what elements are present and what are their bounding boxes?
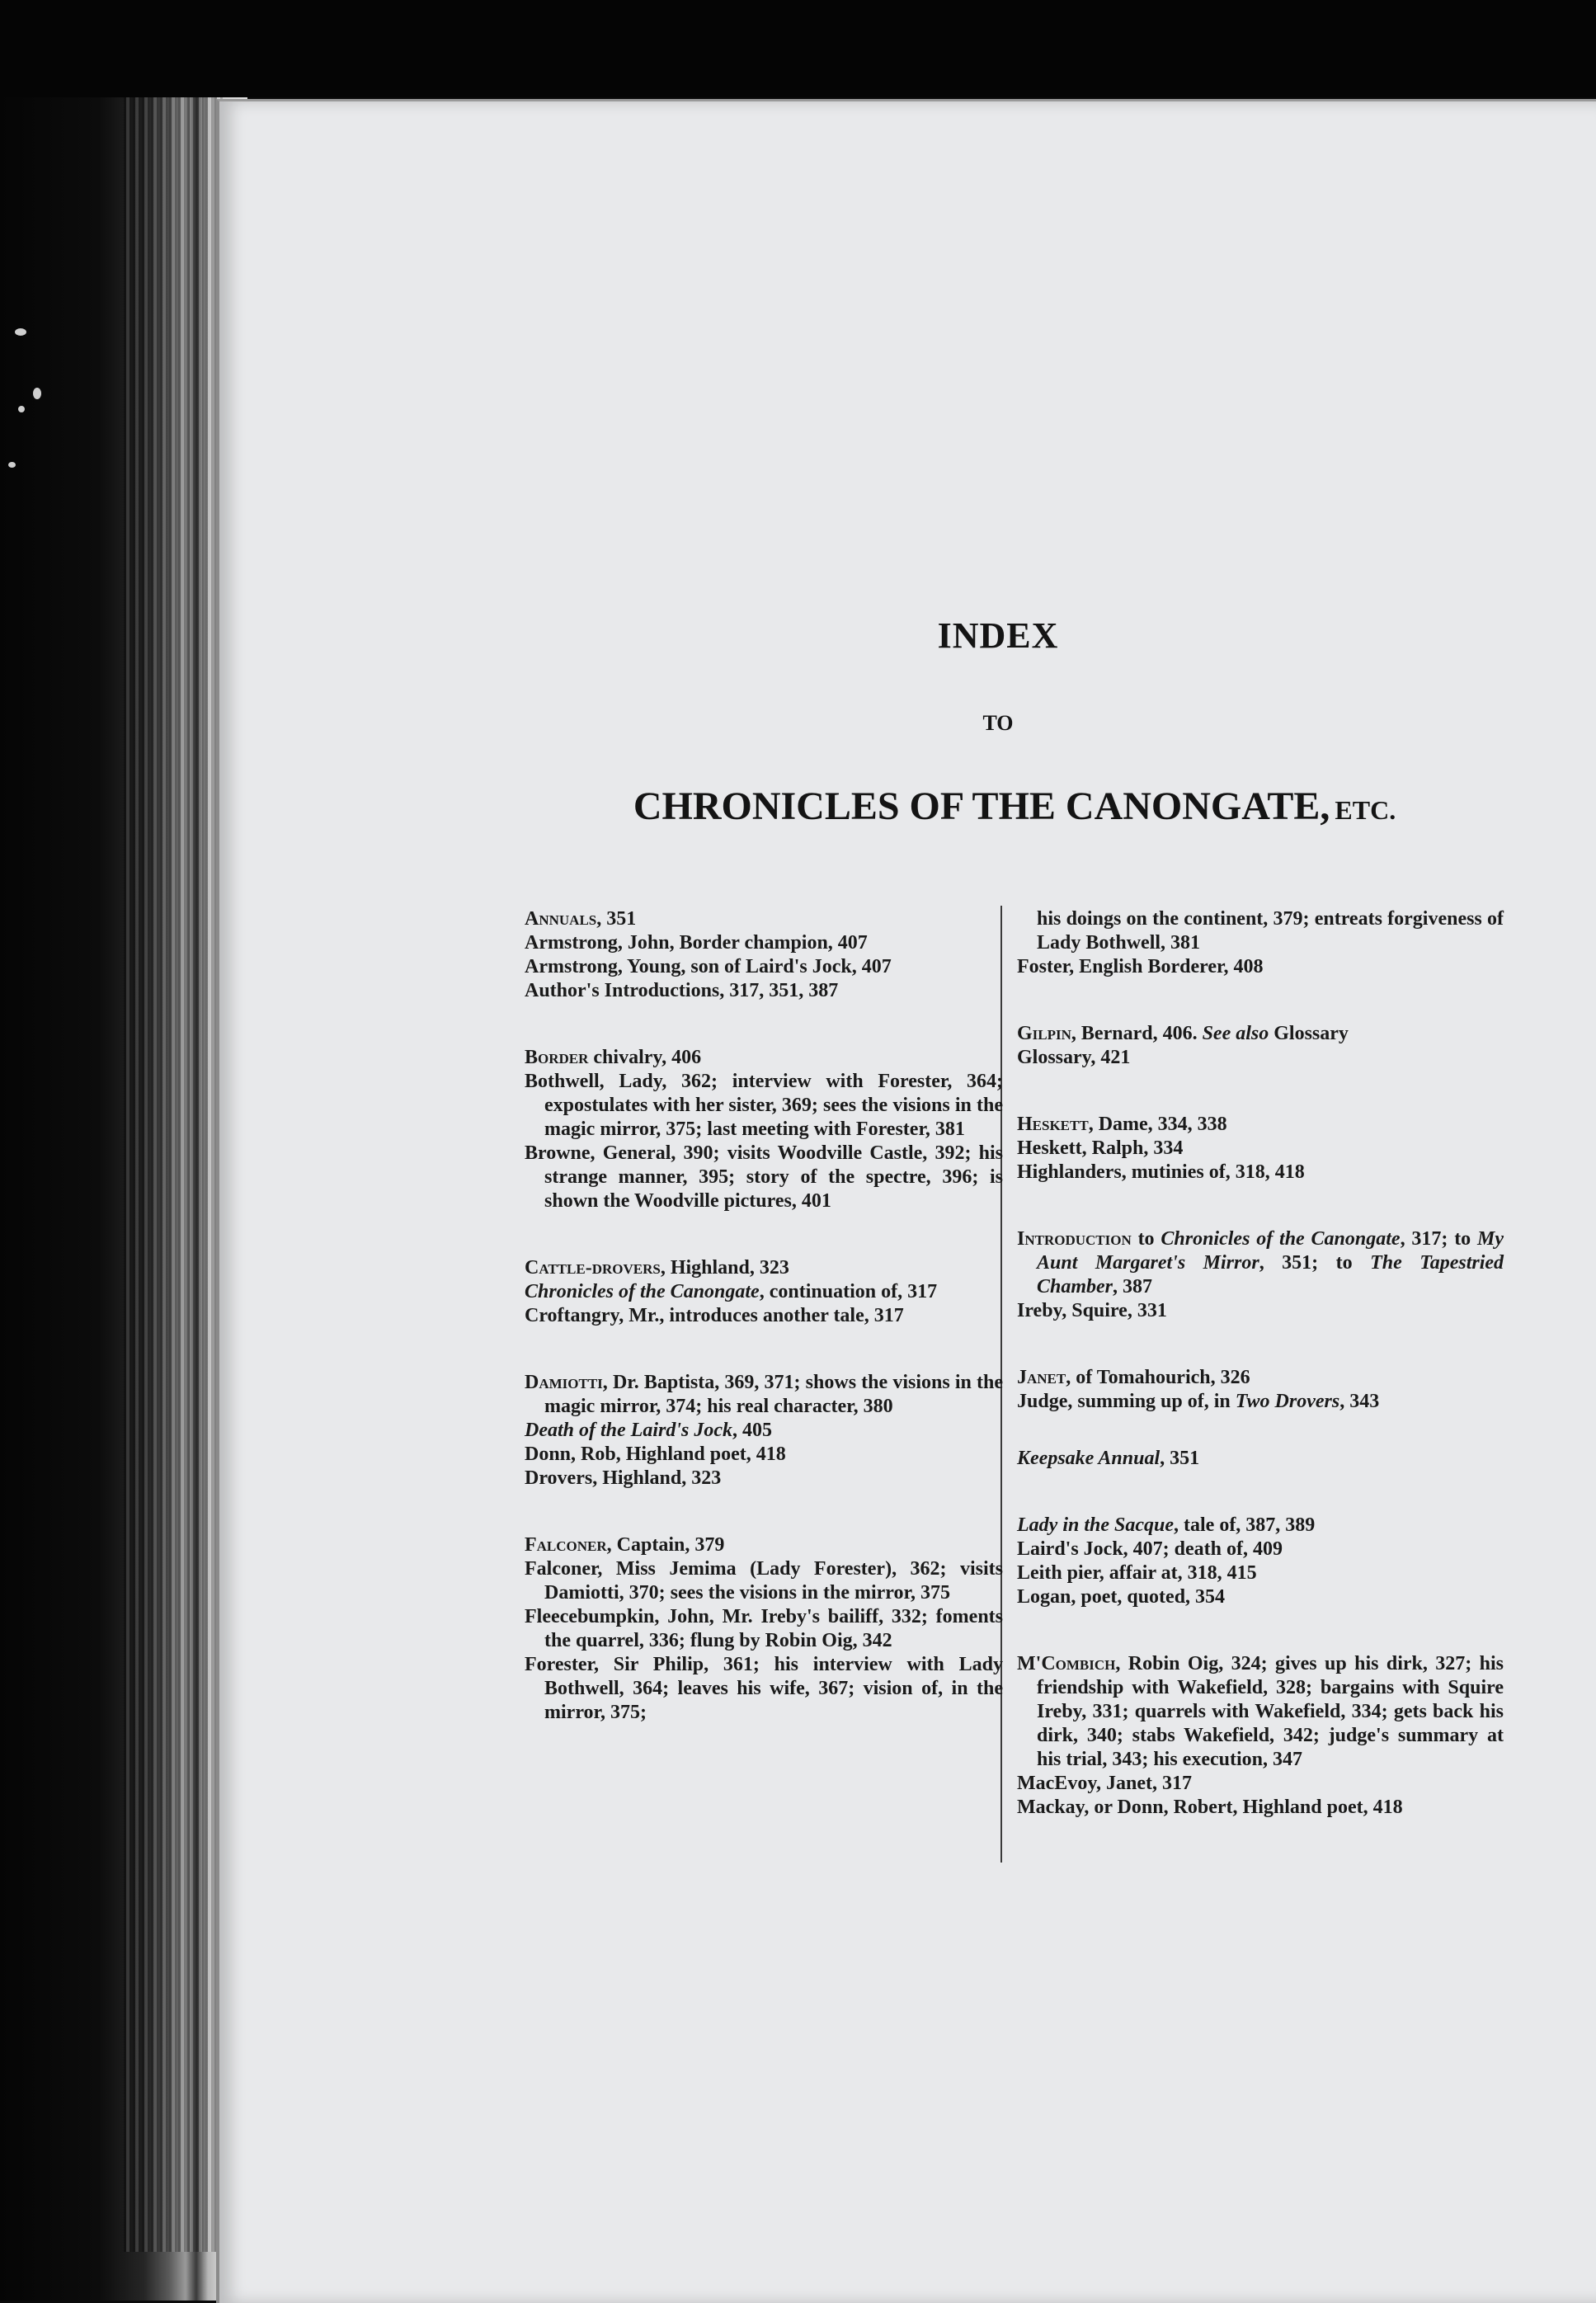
entry-text: , 351; to	[1259, 1252, 1371, 1274]
section-gap	[1017, 1609, 1504, 1652]
entry-heading: Annuals	[525, 908, 597, 930]
entry-text: , continuation of, 317	[759, 1281, 938, 1302]
section-gap	[1017, 1070, 1504, 1113]
index-entry: Leith pier, affair at, 318, 415	[1017, 1562, 1257, 1584]
index-entry: Forester, Sir Philip, 361; his interview with Lady Bothwell, 364; leaves his wife, 367; vision of, in the mirror, 375;	[525, 1654, 1003, 1723]
scan-speck	[8, 462, 16, 468]
entry-text: , tale of, 387, 389	[1174, 1514, 1316, 1536]
entry-see-target: Glossary	[1274, 1023, 1349, 1044]
index-entry: Logan, poet, quoted, 354	[1017, 1586, 1226, 1608]
index-entry: Glossary, 421	[1017, 1047, 1131, 1068]
subtitle-etc: ETC.	[1335, 795, 1396, 825]
entry-heading: Gilpin	[1017, 1023, 1071, 1044]
section-gap	[1017, 1471, 1504, 1514]
index-entry: Laird's Jock, 407; death of, 409	[1017, 1538, 1283, 1560]
index-entry	[525, 1280, 1003, 1304]
entry-text: , 405	[732, 1420, 772, 1441]
section-gap	[1017, 1184, 1504, 1227]
entry-text: , Highland, 323	[660, 1257, 789, 1279]
entry-text: Judge, summing up of, in	[1017, 1391, 1236, 1412]
scan-speck	[15, 328, 26, 336]
scan-speck	[18, 406, 25, 412]
entry-text: to	[1131, 1228, 1161, 1250]
index-entry: Falconer, Miss Jemima (Lady Forester), 362; visits Damiotti, 370; sees the visions in the mirror, 375	[525, 1558, 1003, 1604]
index-entry	[525, 1533, 1003, 1557]
entry-italic-title: Chronicles of the Canongate	[525, 1281, 760, 1302]
page-title: INDEX	[937, 615, 1059, 656]
index-entry	[1017, 1227, 1504, 1299]
entry-text: , 387	[1113, 1276, 1153, 1297]
entry-heading: Heskett	[1017, 1114, 1089, 1135]
index-entry: Heskett, Ralph, 334	[1017, 1137, 1184, 1159]
entry-heading: Border	[525, 1047, 589, 1068]
spine-texture	[124, 74, 223, 2252]
entry-text: , 343	[1339, 1391, 1380, 1412]
index-entry	[1017, 1447, 1504, 1471]
entry-italic-title: Lady in the Sacque	[1017, 1514, 1174, 1536]
entry-italic-title: The Tapestried Chamber	[1037, 1252, 1504, 1297]
index-entry	[525, 1371, 1003, 1419]
index-entry: Croftangry, Mr., introduces another tale, 317	[525, 1305, 904, 1326]
scan-speck	[33, 388, 41, 399]
scan-top-border	[0, 0, 1596, 97]
entry-heading: Falconer	[525, 1534, 607, 1556]
index-entry: Highlanders, mutinies of, 318, 418	[1017, 1161, 1305, 1183]
entry-italic-title: Death of the Laird's Jock	[525, 1420, 732, 1441]
index-entry: Ireby, Squire, 331	[1017, 1300, 1167, 1321]
section-gap	[525, 1328, 1003, 1371]
subtitle-main: CHRONICLES OF THE CANONGATE,	[633, 784, 1330, 828]
entry-text: , 351	[596, 908, 637, 930]
section-gap	[1017, 979, 1504, 1022]
entry-text: , Captain, 379	[606, 1534, 725, 1556]
index-entry: Browne, General, 390; visits Woodville Castle, 392; his strange manner, 395; story of the spectre, 396; is shown the Woodville pictures, 401	[525, 1142, 1003, 1212]
entry-italic-title: Keepsake Annual	[1017, 1448, 1161, 1469]
index-entry	[1017, 1366, 1504, 1390]
entry-text: , Dame, 334, 338	[1088, 1114, 1227, 1135]
index-entry: Armstrong, John, Border champion, 407	[525, 932, 868, 954]
index-entry	[1017, 1113, 1504, 1137]
index-entry: Foster, English Borderer, 408	[1017, 956, 1264, 977]
page-title-connector: TO	[982, 711, 1014, 735]
section-gap	[525, 1491, 1003, 1533]
page-subtitle	[577, 784, 1452, 829]
entry-text: , Bernard, 406.	[1071, 1023, 1198, 1044]
index-entry	[1017, 1514, 1504, 1538]
index-entry: Armstrong, Young, son of Laird's Jock, 407	[525, 956, 892, 977]
entry-text: chivalry, 406	[588, 1047, 702, 1068]
index-left-column	[525, 907, 1003, 1725]
index-entry	[525, 907, 1003, 931]
index-entry: MacEvoy, Janet, 317	[1017, 1773, 1192, 1794]
index-entry	[1017, 1390, 1504, 1414]
entry-text: , 351	[1160, 1448, 1200, 1469]
entry-heading: Damiotti	[525, 1372, 603, 1393]
entry-see-also: See also	[1202, 1023, 1269, 1044]
index-entry: Mackay, or Donn, Robert, Highland poet, 418	[1017, 1797, 1403, 1818]
section-gap	[525, 1003, 1003, 1046]
entry-text: , 317; to	[1400, 1228, 1478, 1250]
entry-italic-title: Chronicles of the Canongate	[1161, 1228, 1401, 1250]
entry-text: , of Tomahourich, 326	[1066, 1367, 1250, 1388]
entry-text: , Dr. Baptista, 369, 371; shows the visions in the magic mirror, 374; his real character, 380	[544, 1372, 1003, 1417]
entry-heading: Introduction	[1017, 1228, 1132, 1250]
entry-heading: Janet	[1017, 1367, 1066, 1388]
section-gap	[1017, 1323, 1504, 1366]
index-right-column	[1017, 907, 1504, 1820]
index-entry: Author's Introductions, 317, 351, 387	[525, 980, 839, 1001]
index-entry	[525, 1419, 1003, 1443]
index-entry: Fleecebumpkin, John, Mr. Ireby's bailiff, 332; foments the quarrel, 336; flung by Robin Oig, 342	[525, 1606, 1003, 1651]
entry-text: , Robin Oig, 324; gives up his dirk, 327; his friendship with Wakefield, 328; bargains with Squire Ireby, 331; quarrels with Wakefield, 334; gets back his dirk, 340; stabs Wakefield, 342; judge's summary at his trial, 343; his execution, 347	[1037, 1653, 1504, 1770]
index-entry	[525, 1256, 1003, 1280]
index-entry: Bothwell, Lady, 362; interview with Forester, 364; expostulates with her sister, 369; sees the visions in the magic mirror, 375; last meeting with Forester, 381	[525, 1071, 1003, 1140]
entry-heading: M'Combich	[1017, 1653, 1116, 1674]
entry-italic-title: Two Drovers	[1235, 1391, 1340, 1412]
entry-heading: Cattle-drovers	[525, 1257, 661, 1279]
entry-italic-title: My Aunt Margaret's Mirror	[1037, 1228, 1504, 1274]
index-entry: Donn, Rob, Highland poet, 418	[525, 1443, 786, 1465]
index-entry	[525, 1046, 1003, 1070]
index-entry: Drovers, Highland, 323	[525, 1467, 722, 1489]
section-gap	[1017, 1414, 1504, 1447]
index-entry-continuation: his doings on the continent, 379; entreats forgiveness of Lady Bothwell, 381	[1037, 908, 1504, 954]
index-entry	[1017, 1022, 1504, 1046]
index-entry	[1017, 1652, 1504, 1772]
section-gap	[525, 1213, 1003, 1256]
